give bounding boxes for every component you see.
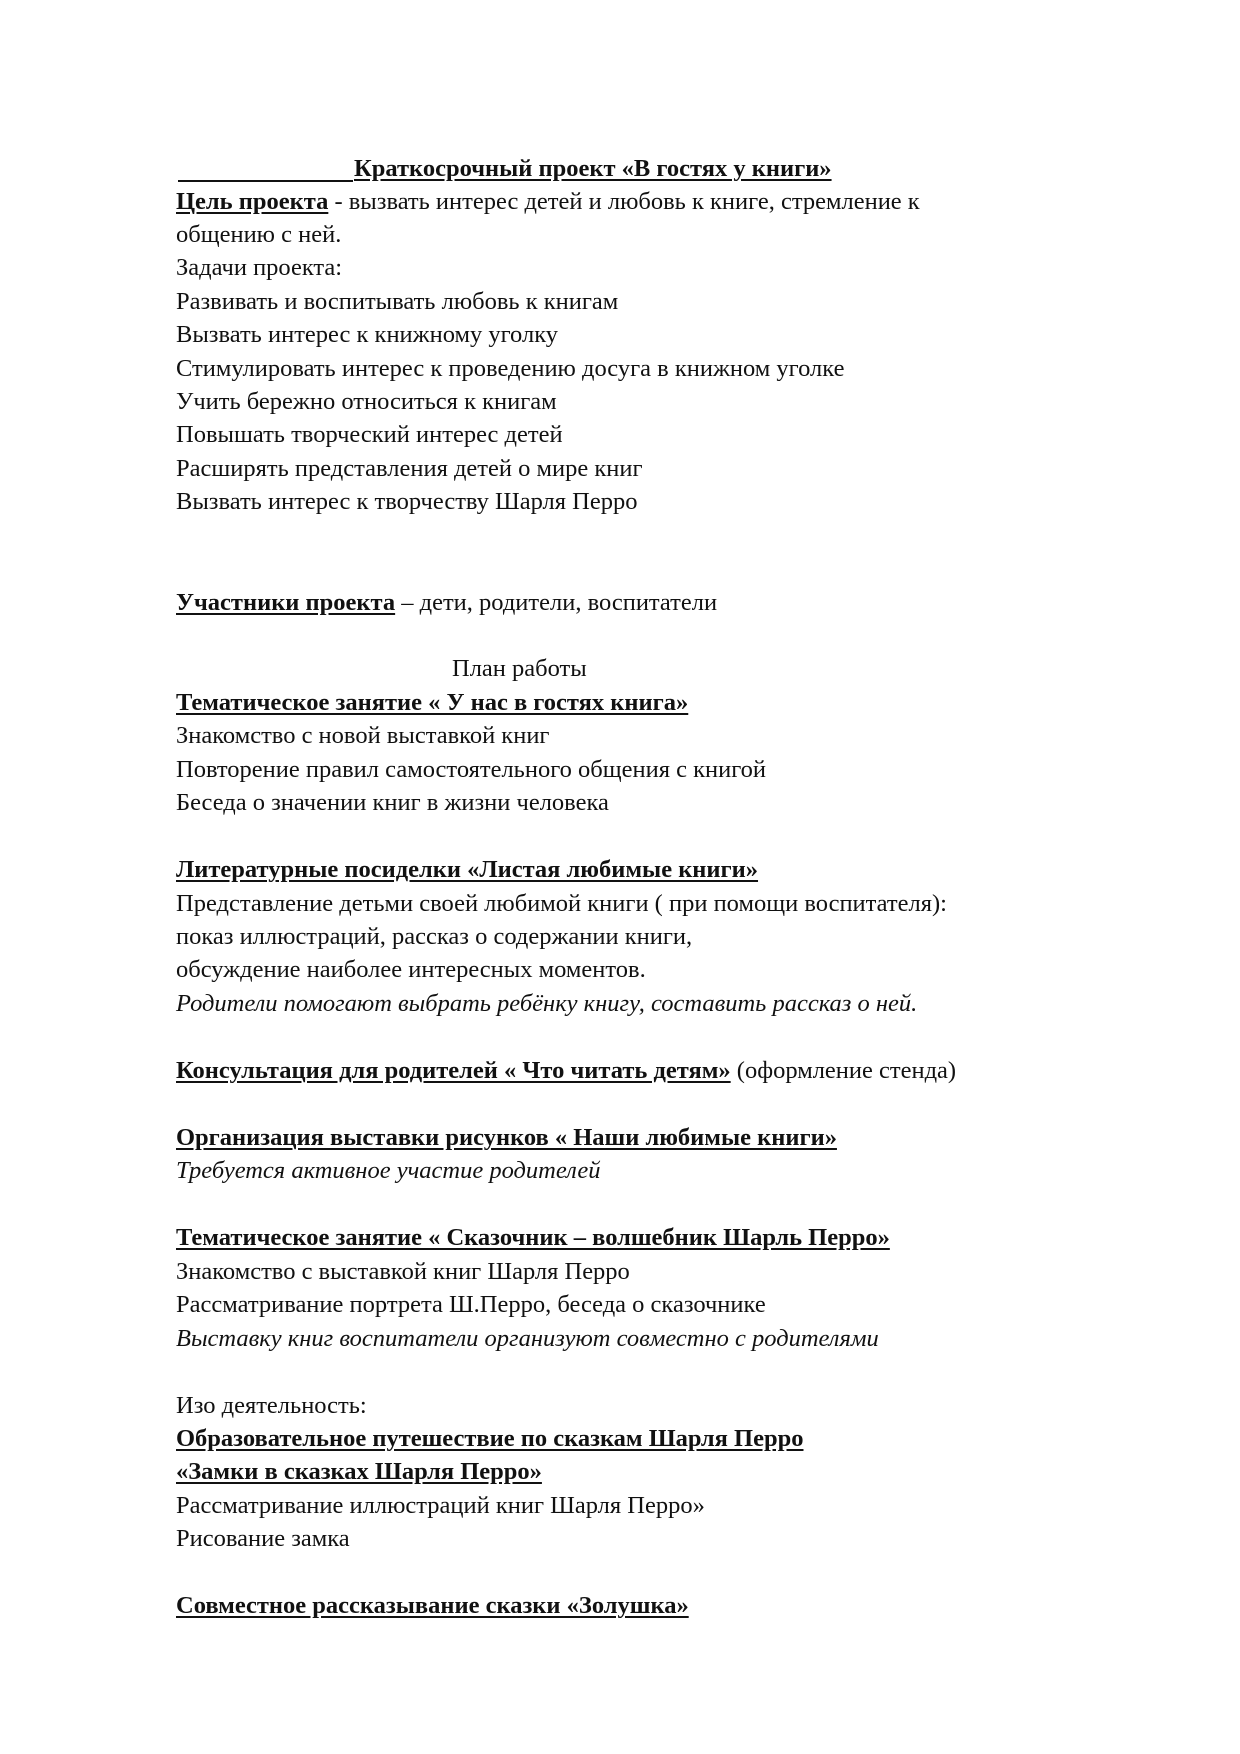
section-line: Представление детьми своей любимой книги ( при помощи воспитателя): (176, 890, 947, 917)
plan-heading: План работы (452, 655, 587, 682)
participants-label: Участники проекта (176, 589, 396, 616)
goal-line (176, 185, 920, 218)
section-line-consultation (176, 1054, 956, 1087)
section-suffix: (оформление стенда) (730, 1057, 957, 1084)
section-title-2: «Замки в сказках Шарля Перро» (176, 1458, 542, 1485)
page-title: Краткосрочный проект «В гостях у книги» (354, 155, 832, 182)
participants-text: – дети, родители, воспитатели (395, 589, 718, 616)
section-title: Литературные посиделки «Листая любимые книги» (176, 856, 759, 883)
section-pre: Изо деятельность: (176, 1392, 367, 1419)
section-line: Повторение правил самостоятельного общения с книгой (176, 756, 767, 783)
section-line: Рисование замка (176, 1525, 350, 1552)
goal-text-cont: общению с ней. (176, 221, 342, 248)
task-item: Повышать творческий интерес детей (176, 421, 563, 448)
section-title-2-line (176, 1455, 542, 1488)
section-line: Знакомство с новой выставкой книг (176, 722, 550, 749)
section-note: Родители помогают выбрать ребёнку книгу, составить рассказ о ней. (176, 990, 918, 1017)
task-item: Расширять представления детей о мире книг (176, 455, 643, 482)
section-line: обсуждение наиболее интересных моментов. (176, 956, 646, 983)
participants-line (176, 586, 717, 619)
section-line: Знакомство с выставкой книг Шарля Перро (176, 1258, 630, 1285)
section-line: Рассматривание иллюстраций книг Шарля Перро» (176, 1492, 705, 1519)
section-note: Выставку книг воспитатели организуют совместно с родителями (176, 1325, 879, 1352)
tasks-heading: Задачи проекта: (176, 254, 343, 281)
section-title: Тематическое занятие « У нас в гостях книга» (176, 689, 689, 716)
section-line: показ иллюстраций, рассказ о содержании книги, (176, 923, 693, 950)
section-note: Требуется активное участие родителей (176, 1157, 601, 1184)
section-title: Консультация для родителей « Что читать детям» (176, 1057, 731, 1084)
section-line: Рассматривание портрета Ш.Перро, беседа о сказочнике (176, 1291, 766, 1318)
section-title: Образовательное путешествие по сказкам Шарля Перро (176, 1425, 804, 1452)
section-line: Беседа о значении книг в жизни человека (176, 789, 609, 816)
goal-text: - вызвать интерес детей и любовь к книге, стремление к (328, 188, 920, 215)
section-title: Совместное рассказывание сказки «Золушка» (176, 1592, 689, 1619)
section-title: Организация выставки рисунков « Наши любимые книги» (176, 1124, 837, 1151)
task-item: Стимулировать интерес к проведению досуга в книжном уголке (176, 355, 845, 382)
section-title: Тематическое занятие « Сказочник – волшебник Шарль Перро» (176, 1224, 890, 1251)
task-item: Вызвать интерес к творчеству Шарля Перро (176, 488, 638, 515)
task-item: Вызвать интерес к книжному уголку (176, 321, 559, 348)
task-item: Развивать и воспитывать любовь к книгам (176, 288, 619, 315)
task-item: Учить бережно относиться к книгам (176, 388, 557, 415)
title-rule (178, 180, 353, 182)
goal-label: Цель проекта (176, 188, 329, 215)
